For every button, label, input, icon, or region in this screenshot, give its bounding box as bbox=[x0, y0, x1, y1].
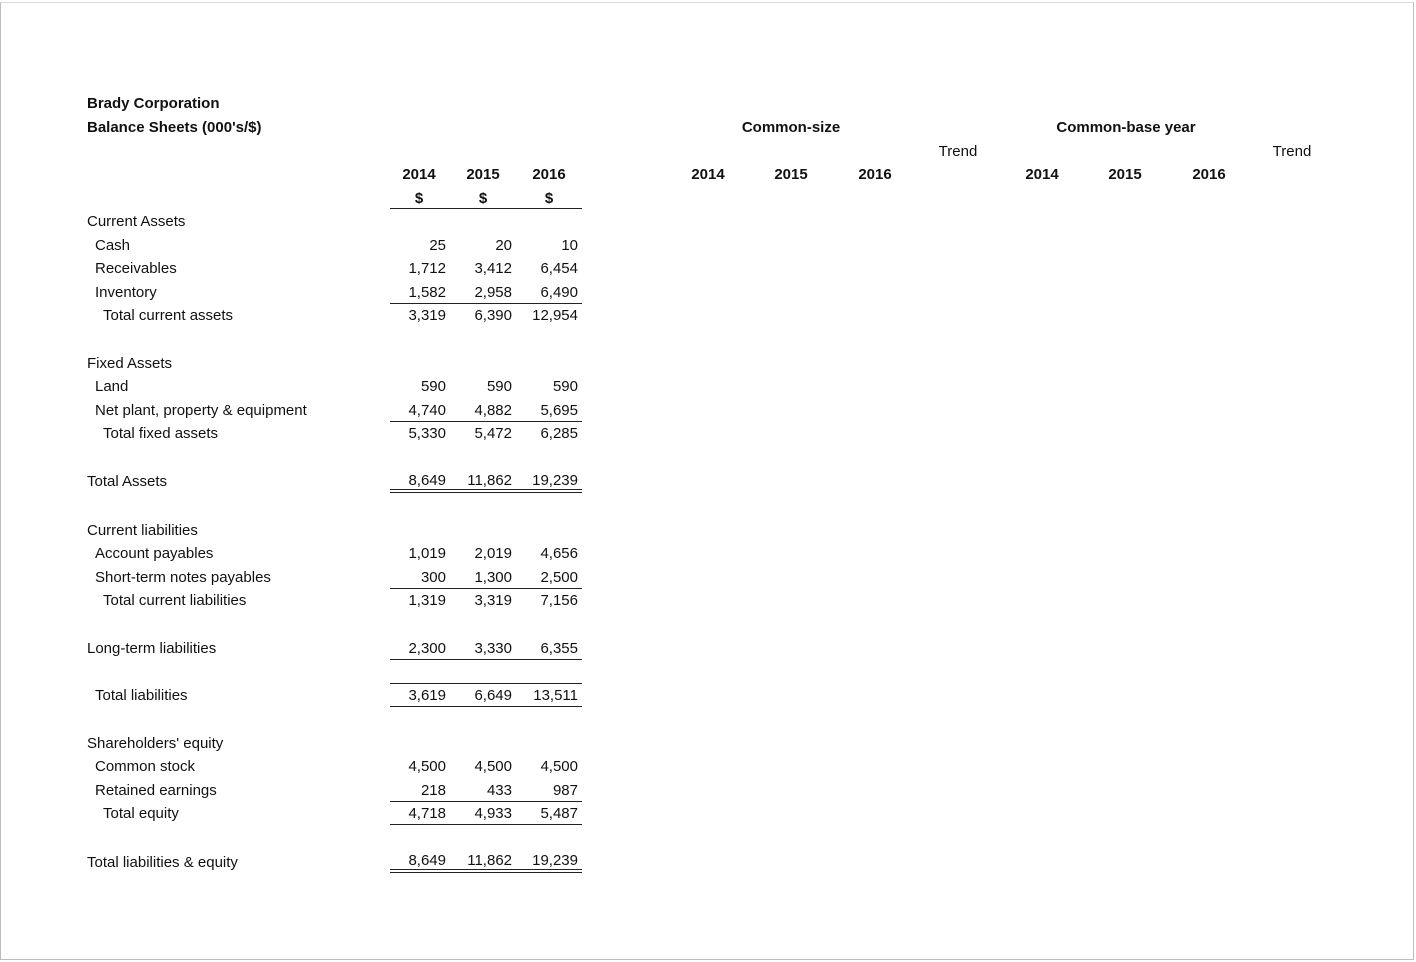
cell-2015: 20 bbox=[495, 237, 512, 254]
cell-2015: 3,319 bbox=[474, 592, 512, 609]
cell-2016: 987 bbox=[552, 782, 578, 799]
cell-2014: 25 bbox=[429, 237, 446, 254]
row-label: Cash bbox=[95, 237, 131, 254]
cell-2015: 2,019 bbox=[474, 545, 512, 562]
common-base-year-2015: 2015 bbox=[1108, 166, 1142, 183]
header-underline bbox=[390, 208, 582, 209]
row-label: Current Assets bbox=[87, 213, 186, 230]
subtotal-underline bbox=[390, 588, 582, 589]
common-size-year-2016: 2016 bbox=[858, 166, 892, 183]
cell-2014: 8,649 bbox=[408, 472, 446, 489]
common-size-year-2015: 2015 bbox=[774, 166, 808, 183]
subtotal-underline bbox=[390, 659, 582, 660]
subtotal-underline bbox=[390, 421, 582, 422]
cell-2015: 11,862 bbox=[467, 472, 512, 489]
row-label: Fixed Assets bbox=[87, 355, 173, 372]
row-label: Total liabilities & equity bbox=[87, 854, 238, 871]
cell-2016: 7,156 bbox=[540, 592, 578, 609]
year-header-2015: 2015 bbox=[466, 166, 500, 183]
currency-header: $ bbox=[544, 190, 554, 207]
cell-2016: 10 bbox=[561, 237, 578, 254]
cell-2016: 5,695 bbox=[540, 402, 578, 419]
currency-header: $ bbox=[414, 190, 424, 207]
cell-2016: 6,285 bbox=[540, 425, 578, 442]
cell-2014: 4,718 bbox=[408, 805, 446, 822]
cell-2016: 13,511 bbox=[533, 687, 578, 704]
cell-2014: 4,740 bbox=[408, 402, 446, 419]
common-base-year-2016: 2016 bbox=[1192, 166, 1226, 183]
cell-2014: 300 bbox=[420, 569, 446, 586]
trend-header-common-size: Trend bbox=[938, 143, 978, 160]
cell-2014: 2,300 bbox=[408, 640, 446, 657]
cell-2015: 6,390 bbox=[474, 307, 512, 324]
cell-2016: 6,454 bbox=[540, 260, 578, 277]
cell-2015: 6,649 bbox=[474, 687, 512, 704]
cell-2014: 1,019 bbox=[408, 545, 446, 562]
cell-2015: 4,933 bbox=[474, 805, 512, 822]
row-label: Shareholders' equity bbox=[87, 735, 224, 752]
row-label: Total current liabilities bbox=[103, 592, 247, 609]
cell-2016: 2,500 bbox=[540, 569, 578, 586]
cell-2015: 590 bbox=[486, 378, 512, 395]
cell-2016: 12,954 bbox=[532, 307, 578, 324]
row-label: Retained earnings bbox=[95, 782, 217, 799]
subtotal-underline bbox=[390, 303, 582, 304]
cell-2014: 3,319 bbox=[408, 307, 446, 324]
year-header-2016: 2016 bbox=[532, 166, 566, 183]
cell-2015: 4,500 bbox=[474, 758, 512, 775]
cell-2014: 8,649 bbox=[408, 852, 446, 869]
company-name: Brady Corporation bbox=[87, 95, 220, 112]
cell-2014: 3,619 bbox=[408, 687, 446, 704]
total-underline bbox=[390, 489, 582, 490]
row-label: Net plant, property & equipment bbox=[95, 402, 307, 419]
row-label: Land bbox=[95, 378, 129, 395]
row-label: Account payables bbox=[95, 545, 214, 562]
total-double-underline bbox=[390, 492, 582, 493]
statement-title: Balance Sheets (000's/$) bbox=[87, 119, 262, 136]
cell-2015: 4,882 bbox=[474, 402, 512, 419]
subtotal-underline bbox=[390, 824, 582, 825]
cell-2015: 11,862 bbox=[467, 852, 512, 869]
common-base-header: Common-base year bbox=[1056, 119, 1196, 136]
common-base-year-2014: 2014 bbox=[1025, 166, 1059, 183]
cell-2016: 590 bbox=[552, 378, 578, 395]
cell-2014: 5,330 bbox=[408, 425, 446, 442]
row-label: Total Assets bbox=[87, 473, 168, 490]
common-size-year-2014: 2014 bbox=[691, 166, 725, 183]
cell-2014: 218 bbox=[420, 782, 446, 799]
total-overline bbox=[390, 683, 582, 684]
row-label: Receivables bbox=[95, 260, 177, 277]
cell-2016: 19,239 bbox=[532, 472, 578, 489]
subtotal-underline bbox=[390, 801, 582, 802]
common-size-header: Common-size bbox=[741, 119, 841, 136]
cell-2016: 19,239 bbox=[532, 852, 578, 869]
row-label: Total current assets bbox=[103, 307, 234, 324]
row-label: Current liabilities bbox=[87, 522, 198, 539]
total-underline bbox=[390, 869, 582, 870]
cell-2014: 1,712 bbox=[408, 260, 446, 277]
cell-2014: 4,500 bbox=[408, 758, 446, 775]
row-label: Long-term liabilities bbox=[87, 640, 217, 657]
total-double-underline bbox=[390, 872, 582, 873]
cell-2014: 590 bbox=[420, 378, 446, 395]
cell-2016: 5,487 bbox=[540, 805, 578, 822]
cell-2015: 5,472 bbox=[474, 425, 512, 442]
cell-2015: 433 bbox=[486, 782, 512, 799]
cell-2015: 1,300 bbox=[474, 569, 512, 586]
cell-2016: 4,500 bbox=[540, 758, 578, 775]
cell-2016: 6,490 bbox=[540, 284, 578, 301]
cell-2015: 3,412 bbox=[474, 260, 512, 277]
row-label: Total fixed assets bbox=[103, 425, 219, 442]
cell-2016: 4,656 bbox=[540, 545, 578, 562]
cell-2014: 1,582 bbox=[408, 284, 446, 301]
cell-2014: 1,319 bbox=[408, 592, 446, 609]
worksheet-frame bbox=[0, 2, 1414, 960]
cell-2015: 2,958 bbox=[474, 284, 512, 301]
row-label: Inventory bbox=[95, 284, 157, 301]
trend-header-common-base: Trend bbox=[1272, 143, 1312, 160]
row-label: Total equity bbox=[103, 805, 179, 822]
currency-header: $ bbox=[478, 190, 488, 207]
cell-2016: 6,355 bbox=[540, 640, 578, 657]
row-label: Common stock bbox=[95, 758, 196, 775]
total-underline bbox=[390, 706, 582, 707]
row-label: Short-term notes payables bbox=[95, 569, 271, 586]
row-label: Total liabilities bbox=[95, 687, 188, 704]
year-header-2014: 2014 bbox=[402, 166, 436, 183]
cell-2015: 3,330 bbox=[474, 640, 512, 657]
